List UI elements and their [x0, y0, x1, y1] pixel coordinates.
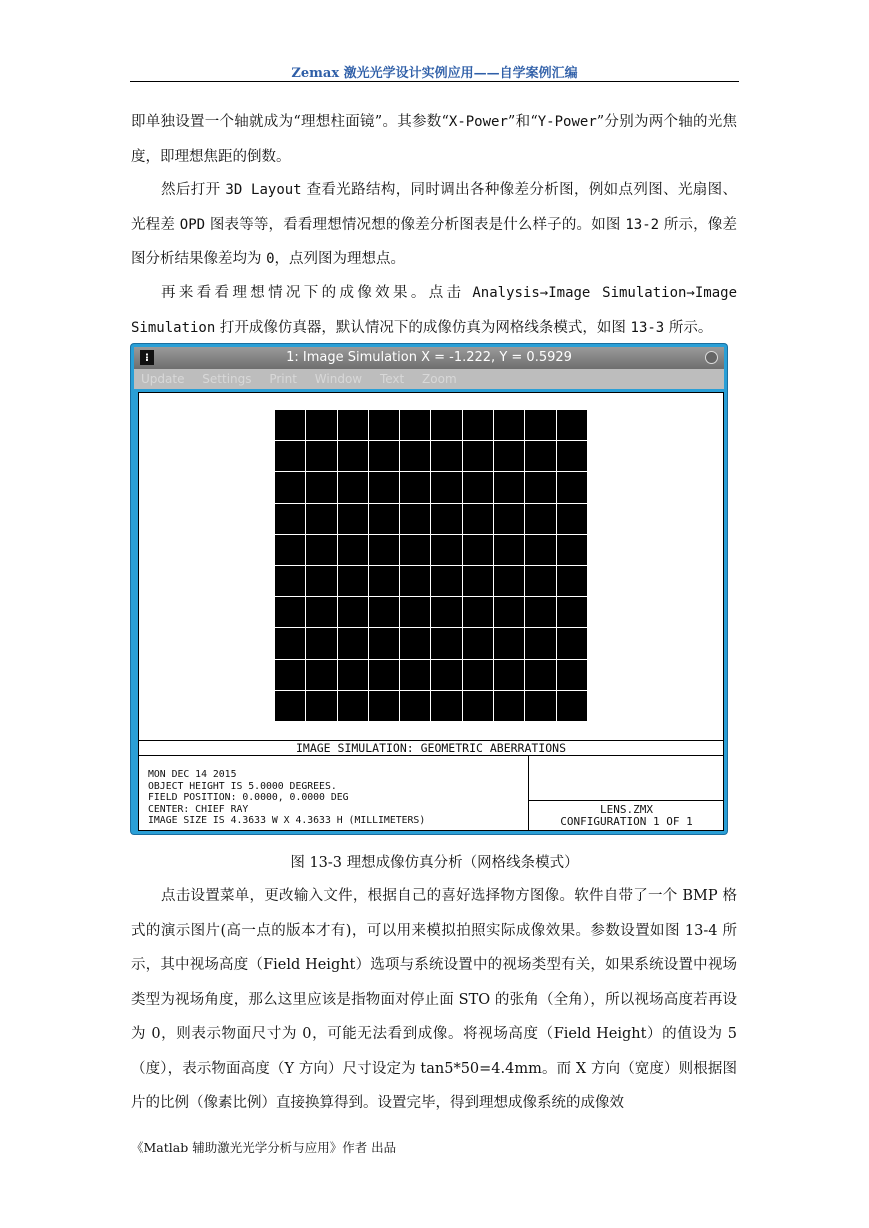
grid-cell [338, 597, 368, 627]
header-rule [130, 81, 739, 82]
grid-cell [275, 660, 305, 690]
grid-cell [463, 535, 493, 565]
grid-cell [275, 410, 305, 440]
grid-cell [431, 566, 461, 596]
grid-cell [557, 628, 587, 658]
grid-cell [369, 504, 399, 534]
info-center: CENTER: CHIEF RAY [148, 803, 249, 815]
grid-cell [369, 691, 399, 721]
grid-cell [275, 566, 305, 596]
grid-cell [431, 472, 461, 502]
grid-cell [369, 472, 399, 502]
grid-cell [525, 504, 555, 534]
grid-cell [431, 441, 461, 471]
menu-update[interactable]: Update [141, 372, 185, 386]
grid-cell [369, 597, 399, 627]
grid-cell [306, 441, 336, 471]
menu-window[interactable]: Window [314, 372, 363, 386]
page-footer: 《Matlab 辅助激光光学分析与应用》作者 出品 [131, 1140, 397, 1155]
grid-cell [369, 535, 399, 565]
grid-cell [494, 566, 524, 596]
grid-cell [338, 504, 368, 534]
menu-settings[interactable]: Settings [202, 372, 252, 386]
grid-cell [525, 566, 555, 596]
grid-cell [306, 628, 336, 658]
grid-cell [463, 691, 493, 721]
grid-cell [525, 441, 555, 471]
grid-cell [525, 597, 555, 627]
grid-cell [494, 410, 524, 440]
system-menu-icon[interactable]: ⁝ [140, 350, 154, 365]
grid-cell [338, 660, 368, 690]
grid-cell [557, 410, 587, 440]
grid-cell [525, 691, 555, 721]
grid-cell [557, 504, 587, 534]
grid-cell [463, 441, 493, 471]
grid-cell [275, 504, 305, 534]
grid-cell [431, 410, 461, 440]
grid-cell [494, 472, 524, 502]
grid-cell [338, 535, 368, 565]
simulation-plot [138, 392, 724, 831]
grid-cell [525, 410, 555, 440]
grid-cell [306, 691, 336, 721]
menu-zoom[interactable]: Zoom [422, 372, 457, 386]
grid-cell [275, 441, 305, 471]
grid-cell [463, 504, 493, 534]
info-image-size: IMAGE SIZE IS 4.3633 W X 4.3633 H (MILLIMETERS) [148, 815, 426, 826]
grid-cell [275, 628, 305, 658]
window-titlebar[interactable] [134, 347, 724, 369]
grid-image [275, 410, 587, 721]
grid-cell [431, 660, 461, 690]
grid-cell [400, 535, 430, 565]
grid-cell [369, 566, 399, 596]
info-date: MON DEC 14 2015 [148, 769, 237, 780]
grid-cell [494, 691, 524, 721]
lens-file-name: LENS.ZMX [600, 803, 653, 816]
grid-cell [463, 597, 493, 627]
menu-print[interactable]: Print [269, 372, 297, 386]
grid-cell [463, 628, 493, 658]
grid-cell [275, 535, 305, 565]
grid-cell [557, 535, 587, 565]
grid-cell [525, 472, 555, 502]
grid-cell [306, 410, 336, 440]
menu-bar [134, 369, 724, 389]
grid-cell [494, 504, 524, 534]
grid-cell [275, 472, 305, 502]
paragraph-1: 即单独设置一个轴就成为“理想柱面镜”。其参数“X-Power”和“Y-Power”分别为两个轴的光焦度，即理想焦距的倒数。 [131, 114, 737, 165]
grid-cell [338, 410, 368, 440]
grid-cell [338, 441, 368, 471]
grid-cell [338, 566, 368, 596]
grid-cell [306, 660, 336, 690]
grid-cell [306, 535, 336, 565]
grid-cell [557, 597, 587, 627]
menu-text[interactable]: Text [379, 372, 405, 386]
grid-cell [369, 660, 399, 690]
grid-cell [369, 410, 399, 440]
grid-cell [306, 597, 336, 627]
grid-cell [275, 597, 305, 627]
grid-cell [400, 660, 430, 690]
grid-cell [369, 441, 399, 471]
grid-cell [431, 628, 461, 658]
grid-cell [557, 691, 587, 721]
title-box-divider [529, 800, 724, 801]
grid-cell [306, 472, 336, 502]
grid-cell [400, 410, 430, 440]
grid-cell [431, 535, 461, 565]
grid-cell [338, 472, 368, 502]
grid-cell [525, 660, 555, 690]
grid-cell [431, 691, 461, 721]
grid-cell [338, 691, 368, 721]
grid-cell [494, 441, 524, 471]
grid-cell [400, 628, 430, 658]
info-field-position: FIELD POSITION: 0.0000, 0.0000 DEG [148, 792, 349, 803]
grid-cell [525, 628, 555, 658]
grid-cell [557, 441, 587, 471]
grid-cell [306, 566, 336, 596]
grid-cell [400, 691, 430, 721]
grid-cell [275, 691, 305, 721]
grid-cell [369, 628, 399, 658]
grid-cell [494, 628, 524, 658]
grid-cell [557, 660, 587, 690]
grid-cell [557, 472, 587, 502]
grid-cell [400, 472, 430, 502]
info-object-height: OBJECT HEIGHT IS 5.0000 DEGREES. [148, 780, 337, 792]
grid-cell [431, 597, 461, 627]
grid-cell [400, 504, 430, 534]
grid-cell [463, 472, 493, 502]
grid-cell [494, 597, 524, 627]
paragraph-3: 再来看看理想情况下的成像效果。点击 Analysis→Image Simulation→Image Simulation 打开成像仿真器，默认情况下的成像仿真为网格线条模式，如图 13-3 所示。 [131, 285, 737, 336]
grid-cell [400, 597, 430, 627]
plot-info [148, 769, 425, 827]
grid-cell [525, 535, 555, 565]
grid-cell [338, 628, 368, 658]
figure-caption: 图 13-3 理想成像仿真分析（网格线条模式） [290, 855, 579, 871]
window-title: 1: Image Simulation X = -1.222, Y = 0.5929 [286, 350, 572, 365]
grid-cell [463, 410, 493, 440]
configuration-label: CONFIGURATION 1 OF 1 [560, 815, 693, 828]
grid-cell [463, 566, 493, 596]
image-simulation-window [131, 344, 727, 834]
grid-cell [463, 660, 493, 690]
grid-cell [400, 566, 430, 596]
close-icon[interactable] [705, 351, 718, 364]
running-header: Zemax 激光光学设计实例应用——自学案例汇编 [291, 66, 578, 81]
plot-title-box [528, 755, 724, 830]
grid-cell [494, 660, 524, 690]
grid-cell [306, 504, 336, 534]
paragraph-2: 然后打开 3D Layout 查看光路结构，同时调出各种像差分析图，例如点列图、光扇图、光程差 OPD 图表等等，看看理想情况想的像差分析图表是什么样子的。如图 13-2 所示，像差图分析结果像差均为 0，点列图为理想点。 [131, 182, 738, 267]
grid-cell [557, 566, 587, 596]
grid-cell [494, 535, 524, 565]
grid-cell [431, 504, 461, 534]
plot-caption: IMAGE SIMULATION: GEOMETRIC ABERRATIONS [139, 740, 723, 756]
paragraph-4: 点击设置菜单，更改输入文件，根据自己的喜好选择物方图像。软件自带了一个 BMP 格式的演示图片(高一点的版本才有)，可以用来模拟拍照实际成像效果。参数设置如图 13-4 所示，其中视场高度（Field Height）选项与系统设置中的视场类型有关，如果系统设置中视场类型为视场角度，那么这里应该是指物面对停止面 STO 的张角（全角），所以视场高度若再设为 0，则表示物面尺寸为 0，可能无法看到成像。将视场高度（Field Height）的值设为 5（度），表示物面高度（Y 方向）尺寸设定为 tan5*50=4.4mm。而 X 方向（宽度）则根据图片的比例（像素比例）直接换算得到。设置完毕，得到理想成像系统的成像效 [131, 888, 737, 1111]
grid-cell [400, 441, 430, 471]
